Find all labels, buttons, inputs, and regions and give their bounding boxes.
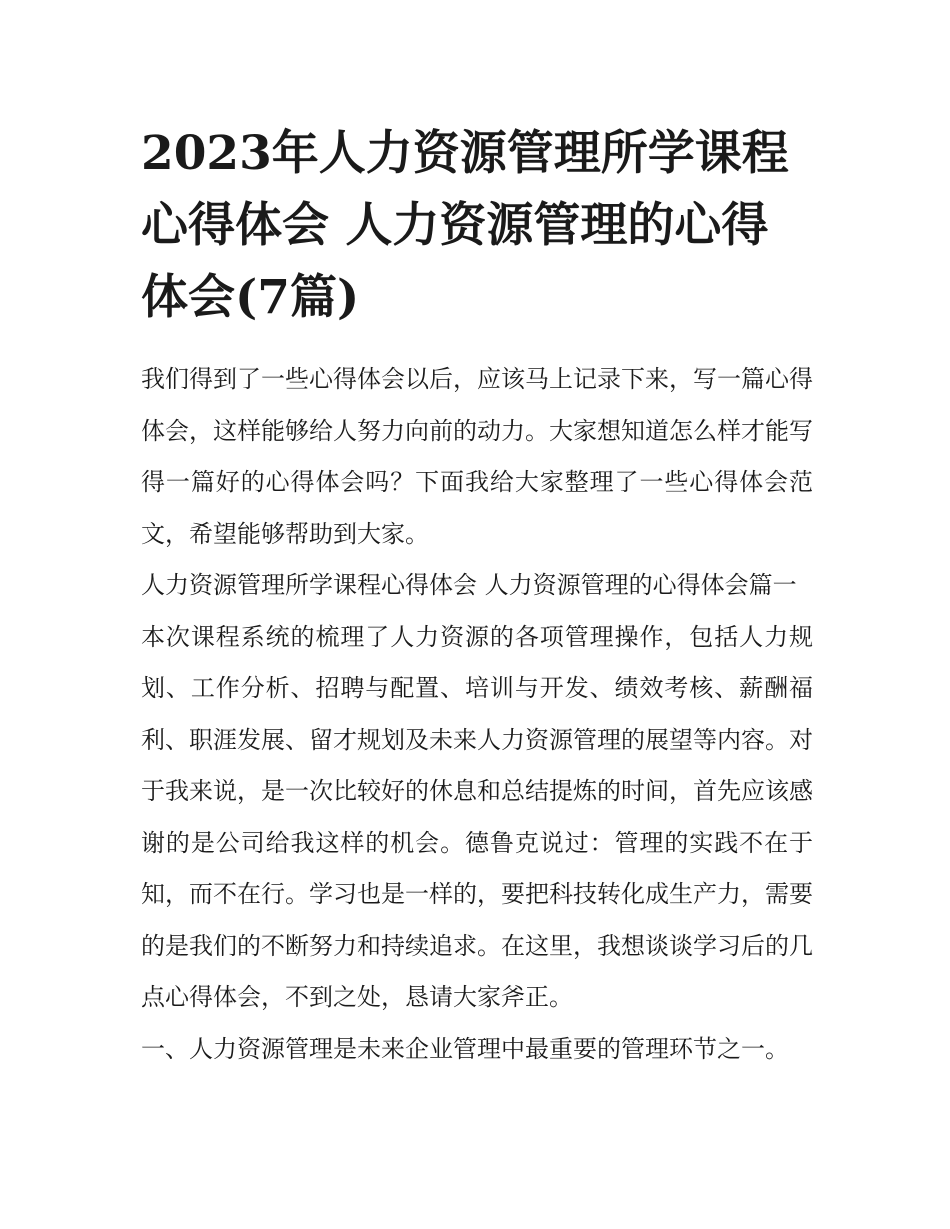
body-paragraph: 本次课程系统的梳理了人力资源的各项管理操作，包括人力规划、工作分析、招聘与配置、培训与开发、绩效考核、薪酬福利、职涯发展、留才规划及未来人力资源管理的展望等内容。对于我来说，是一次比较好的休息和总结提炼的时间，首先应该感谢的是公司给我这样的机会。德鲁克说过：管理的实践不在于知，而不在行。学习也是一样的，要把科技转化成生产力，需要的是我们的不断努力和持续追求。在这里，我想谈谈学习后的几点心得体会，不到之处，恳请大家斧正。 bbox=[141, 622, 813, 1011]
intro-paragraph: 我们得到了一些心得体会以后，应该马上记录下来，写一篇心得体会，这样能够给人努力向前的动力。大家想知道怎么样才能写得一篇好的心得体会吗？下面我给大家整理了一些心得体会范文，希望能够帮助到大家。 bbox=[141, 365, 813, 548]
section-heading: 人力资源管理所学课程心得体会 人力资源管理的心得体会篇一 bbox=[141, 571, 797, 599]
document-title: 2023年人力资源管理所学课程心得体会 人力资源管理的心得体会(7篇) bbox=[141, 126, 789, 325]
point-one-paragraph: 一、人力资源管理是未来企业管理中最重要的管理环节之一。 bbox=[141, 1034, 789, 1063]
document-page bbox=[141, 118, 813, 1075]
